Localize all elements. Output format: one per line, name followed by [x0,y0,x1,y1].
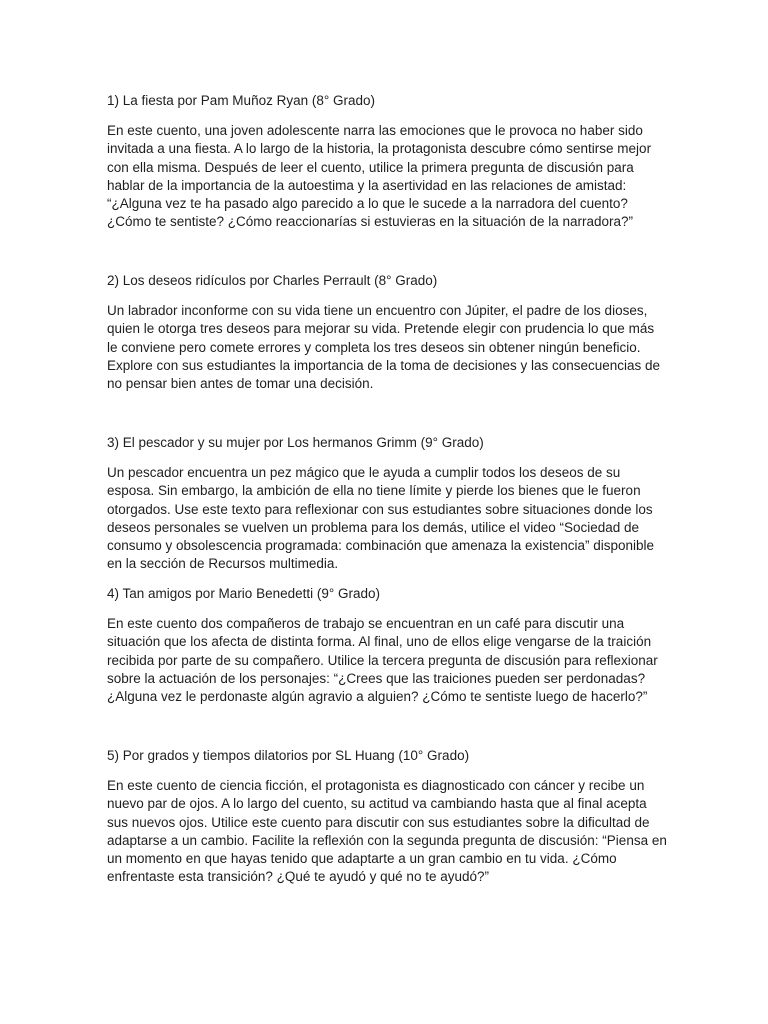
story-title: 4) Tan amigos por Mario Benedetti (9° Grado) [107,586,381,601]
story-entry-5 [107,747,667,887]
story-entry-2 [107,272,667,393]
story-title: 2) Los deseos ridículos por Charles Perrault (8° Grado) [107,273,438,288]
story-description: Un labrador inconforme con su vida tiene un encuentro con Júpiter, el padre de los dioses, quien le otorga tres deseos para mejorar su vida. Pretende elegir con prudencia lo que más le conviene pero comete errores y completa los tres deseos sin obtener ningún beneficio. Explore con sus estudiantes la importancia de la toma de decisiones y las consecuencias de no pensar bien antes de tomar una decisión. [107,303,661,392]
story-entry-3 [107,434,667,574]
story-description: En este cuento dos compañeros de trabajo se encuentran en un café para discutir una situación que los afecta de distinta forma. Al final, uno de ellos elige vengarse de la traición recibida por parte de su compañero. Utilice la tercera pregunta de discusión para reflexionar sobre la actuación de los personajes: “¿Crees que las traiciones pueden ser perdonadas? ¿Alguna vez le perdonaste algún agravio a alguien? ¿Cómo te sentiste luego de hacerlo?” [107,616,658,705]
story-title: 3) El pescador y su mujer por Los hermanos Grimm (9° Grado) [107,435,484,450]
story-entry-1 [107,92,667,232]
story-description: Un pescador encuentra un pez mágico que le ayuda a cumplir todos los deseos de su esposa. Sin embargo, la ambición de ella no tiene límite y pierde los bienes que le fueron otorgados. Use este texto para reflexionar con sus estudiantes sobre situaciones donde los deseos personales se vuelven un problema para los demás, utilice el video “Sociedad de consumo y obsolescencia programada: combinación que amenaza la existencia” disponible en la sección de Recursos multimedia. [107,465,655,572]
story-description: En este cuento de ciencia ficción, el protagonista es diagnosticado con cáncer y recibe un nuevo par de ojos. A lo largo del cuento, su actitud va cambiando hasta que al final acepta sus nuevos ojos. Utilice este cuento para discutir con sus estudiantes sobre la dificultad de adaptarse a un cambio. Facilite la reflexión con la segunda pregunta de discusión: “Piensa en un momento en que hayas tenido que adaptarte a un gran cambio en tu vida. ¿Cómo enfrentaste esta transición? ¿Qué te ayudó y qué no te ayudó?” [107,778,667,885]
story-description: En este cuento, una joven adolescente narra las emociones que le provoca no haber sido invitada a una fiesta. A lo largo de la historia, la protagonista descubre cómo sentirse mejor con ella misma. Después de leer el cuento, utilice la primera pregunta de discusión para hablar de la importancia de la autoestima y la asertividad en las relaciones de amistad: “¿Alguna vez te ha pasado algo parecido a lo que le sucede a la narradora del cuento? ¿Cómo te sentiste? ¿Cómo reaccionarías si estuvieras en la situación de la narradora?” [107,123,652,230]
story-title: 1) La fiesta por Pam Muñoz Ryan (8° Grado) [107,93,376,108]
story-title: 5) Por grados y tiempos dilatorios por SL Huang (10° Grado) [107,748,470,763]
story-entry-4 [107,585,667,706]
